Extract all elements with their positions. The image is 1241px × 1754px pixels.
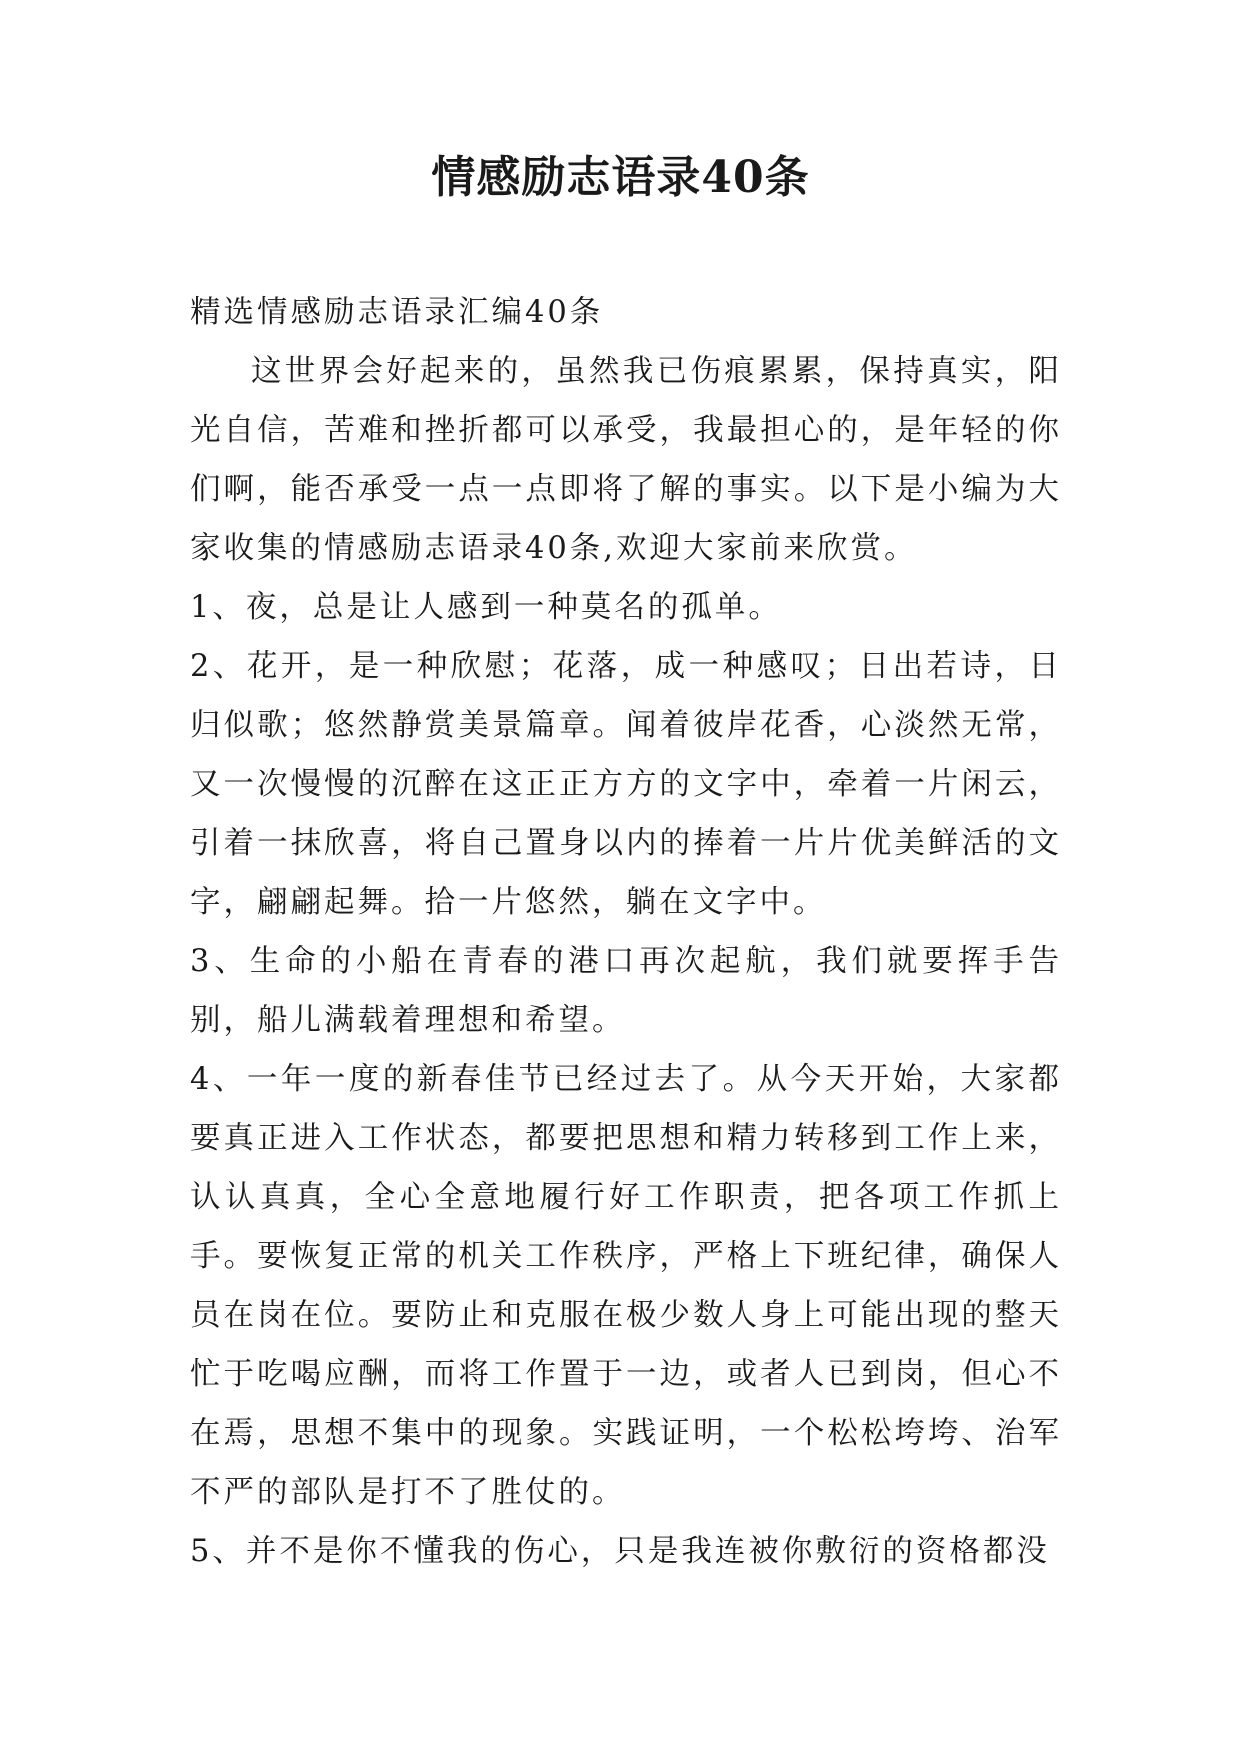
quote-item-2: 2、花开，是一种欣慰；花落，成一种感叹；日出若诗，日归似歌；悠然静赏美景篇章。闻着彼岸花香，心淡然无常，又一次慢慢的沉醉在这正正方方的文字中，牵着一片闲云，引着一抹欣喜，将自己置身以内的捧着一片片优美鲜活的文字，翩翩起舞。拾一片悠然，躺在文字中。 bbox=[190, 649, 1062, 920]
quote-item-4: 4、一年一度的新春佳节已经过去了。从今天开始，大家都要真正进入工作状态，都要把思想和精力转移到工作上来，认认真真，全心全意地履行好工作职责，把各项工作抓上手。要恢复正常的机关工作秩序，严格上下班纪律，确保人员在岗在位。要防止和克服在极少数人身上可能出现的整天忙于吃喝应酬，而将工作置于一边，或者人已到岗，但心不在焉，思想不集中的现象。实践证明，一个松松垮垮、治军不严的部队是打不了胜仗的。 bbox=[190, 1062, 1062, 1510]
quote-item-1: 1、夜，总是让人感到一种莫名的孤单。 bbox=[190, 590, 782, 625]
quote-item-5: 5、并不是你不懂我的伤心，只是我连被你敷衍的资格都没 bbox=[190, 1534, 1050, 1569]
document-body bbox=[190, 283, 1062, 1581]
quote-item-3: 3、生命的小船在青春的港口再次起航，我们就要挥手告别，船儿满载着理想和希望。 bbox=[190, 944, 1062, 1038]
document-subtitle: 精选情感励志语录汇编40条 bbox=[190, 295, 604, 330]
document-title: 情感励志语录40条 bbox=[431, 152, 810, 203]
intro-paragraph: 这世界会好起来的，虽然我已伤痕累累，保持真实，阳光自信，苦难和挫折都可以承受，我最担心的，是年轻的你们啊，能否承受一点一点即将了解的事实。以下是小编为大家收集的情感励志语录40条,欢迎大家前来欣赏。 bbox=[190, 354, 1062, 566]
